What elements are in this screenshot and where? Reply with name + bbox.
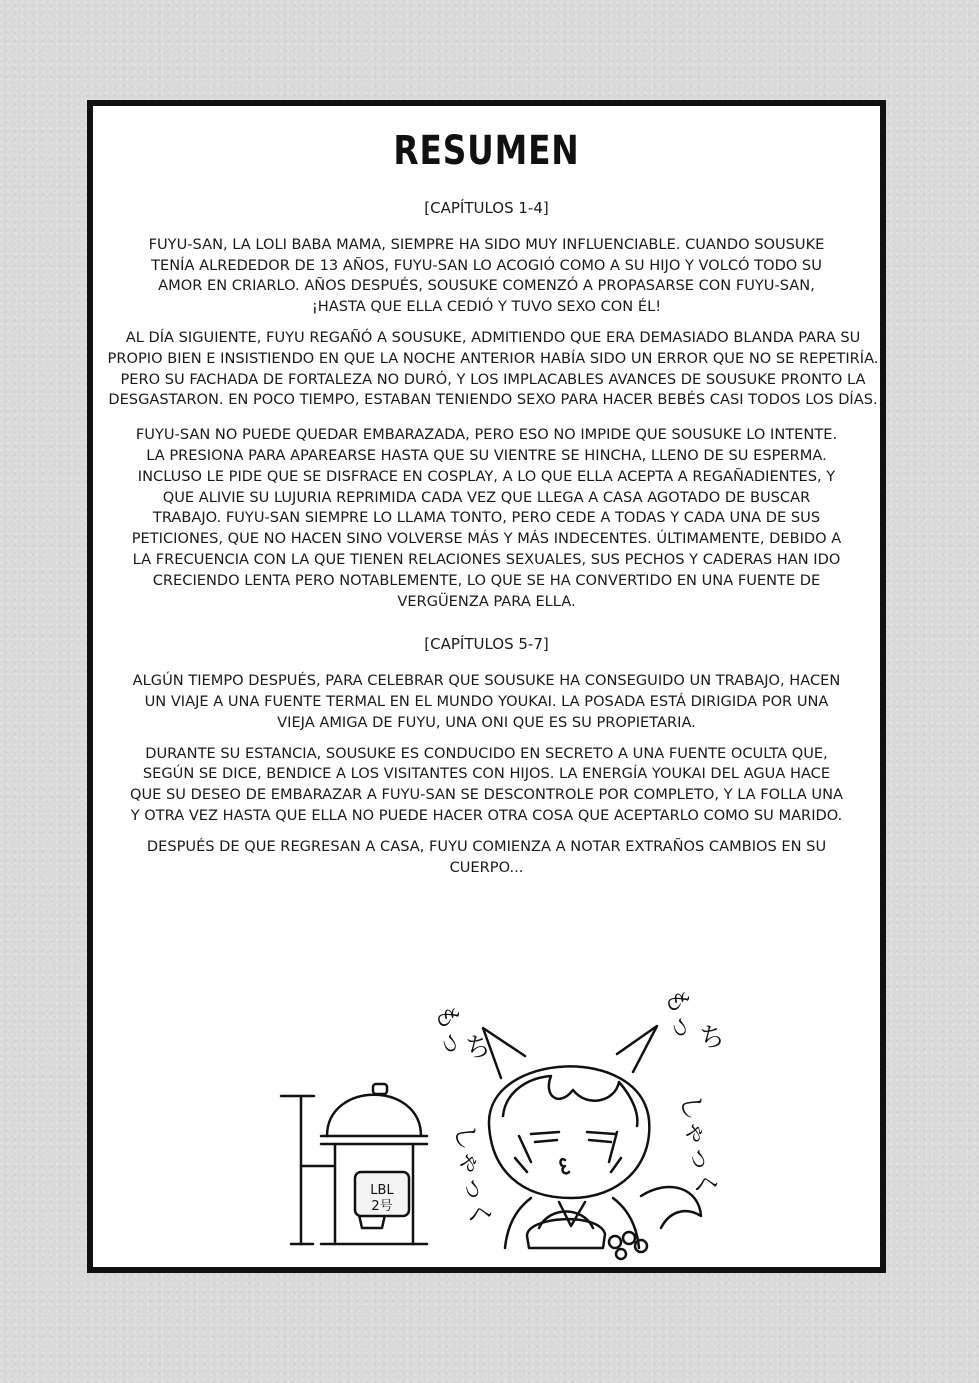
sfx-left-shakku: しゃっく xyxy=(448,1122,496,1230)
sfx-right-motchi-1: もっ xyxy=(660,986,699,1043)
section-heading-chapters-1-4: [CAPÍTULOS 1-4] xyxy=(424,199,549,217)
fox-girl-shaved-ice-illustration xyxy=(269,966,729,1266)
summary-paragraph: ALGÚN TIEMPO DESPUÉS, PARA CELEBRAR QUE SOUSUKE HA CONSEGUIDO UN TRABAJO, HACEN UN VIAJE A UNA FUENTE TERMAL EN EL MUNDO YOUKAI. LA POSADA ESTÁ DIRIGIDA POR UNA VIEJA AMIGA DE FUYU, UNA ONI QUE ES SU PROPIETARIA. xyxy=(132,672,841,731)
page-title: RESUMEN xyxy=(393,128,580,174)
shaved-ice-machine xyxy=(281,1084,427,1244)
sfx-right-motchi-2: ち xyxy=(699,1023,726,1053)
summary-paragraph: FUYU-SAN NO PUEDE QUEDAR EMBARAZADA, PERO ESO NO IMPIDE QUE SOUSUKE LO INTENTE. LA PRESIONA PARA APAREARSE HASTA QUE SU VIENTRE SE HINCHA, LLENO DE SU ESPERMA. INCLUSO LE PIDE QUE SE DISFRACE EN COSPLAY, A LO QUE ELLA ACEPTA A REGAÑADIENTES, Y QUE ALIVIE SU LUJURIA REPRIMIDA CADA VEZ QUE LLEGA A CASA AGOTADO DE BUSCAR TRABAJO. FUYU-SAN SIEMPRE LO LLAMA TONTO, PERO CEDE A TODAS Y CADA UNA DE SUS PETICIONES, QUE NO HACEN SINO VOLVERSE MÁS Y MÁS INDECENTES. ÚLTIMAMENTE, DEBIDO A LA FRECUENCIA CON LA QUE TIENEN RELACIONES SEXUALES, SUS PECHOS Y CADERAS HAN IDO CRECIENDO LENTA PERO NOTABLEMENTE, LO QUE SE HA CONVERTIDO EN UNA FUENTE DE VERGÜENZA PARA ELLA. xyxy=(131,426,842,610)
section-heading-chapters-5-7: [CAPÍTULOS 5-7] xyxy=(424,635,549,654)
sfx-left-motchi-2: ち xyxy=(465,1033,492,1063)
machine-label-line-2: 2号 xyxy=(371,1199,393,1214)
sfx-left-motchi-1: もっ xyxy=(430,1002,469,1059)
summary-paragraph: FUYU-SAN, LA LOLI BABA MAMA, SIEMPRE HA SIDO MUY INFLUENCIABLE. CUANDO SOUSUKE TENÍA ALREDEDOR DE 13 AÑOS, FUYU-SAN LO ACOGIÓ COMO A SU HIJO Y VOLCÓ TODO SU AMOR EN CRIARLO. AÑOS DESPUÉS, SOUSUKE COMENZÓ A PROPASARSE CON FUYU-SAN, ¡HASTA QUE ELLA CEDIÓ Y TUVO SEXO CON ÉL! xyxy=(148,235,825,316)
summary-paragraph: AL DÍA SIGUIENTE, FUYU REGAÑÓ A SOUSUKE, ADMITIENDO QUE ERA DEMASIADO BLANDA PARA SU PROPIO BIEN E INSISTIENDO EN QUE LA NOCHE ANTERIOR HABÍA SIDO UN ERROR QUE NO SE REPETIRÍA. PERO SU FACHADA DE FORTALEZA NO DURÓ, Y LOS IMPLACABLES AVANCES DE SOUSUKE PRONTO LA DESGASTARON. EN POCO TIEMPO, ESTABAN TENIENDO SEXO PARA HACER BEBÉS CASI TODOS LOS DÍAS. xyxy=(107,328,879,409)
sfx-right-shakku: しゃっく xyxy=(674,1092,722,1200)
machine-label-line-1: LBL xyxy=(370,1183,394,1198)
summary-paragraph: DESPUÉS DE QUE REGRESAN A CASA, FUYU COMIENZA A NOTAR EXTRAÑOS CAMBIOS EN SU CUERPO... xyxy=(146,837,827,876)
fox-girl-character xyxy=(483,1026,701,1259)
summary-panel xyxy=(87,100,886,1273)
summary-paragraph: DURANTE SU ESTANCIA, SOUSUKE ES CONDUCIDO EN SECRETO A UNA FUENTE OCULTA QUE, SEGÚN SE DICE, BENDICE A LOS VISITANTES CON HIJOS. LA ENERGÍA YOUKAI DEL AGUA HACE QUE SU DESEO DE EMBARAZAR A FUYU-SAN SE DESCONTROLE POR COMPLETO, Y LA FOLLA UNA Y OTRA VEZ HASTA QUE ELLA NO PUEDE HACER OTRA COSA QUE ACEPTARLO COMO SU MARIDO. xyxy=(130,744,843,824)
summary-text xyxy=(103,198,879,888)
